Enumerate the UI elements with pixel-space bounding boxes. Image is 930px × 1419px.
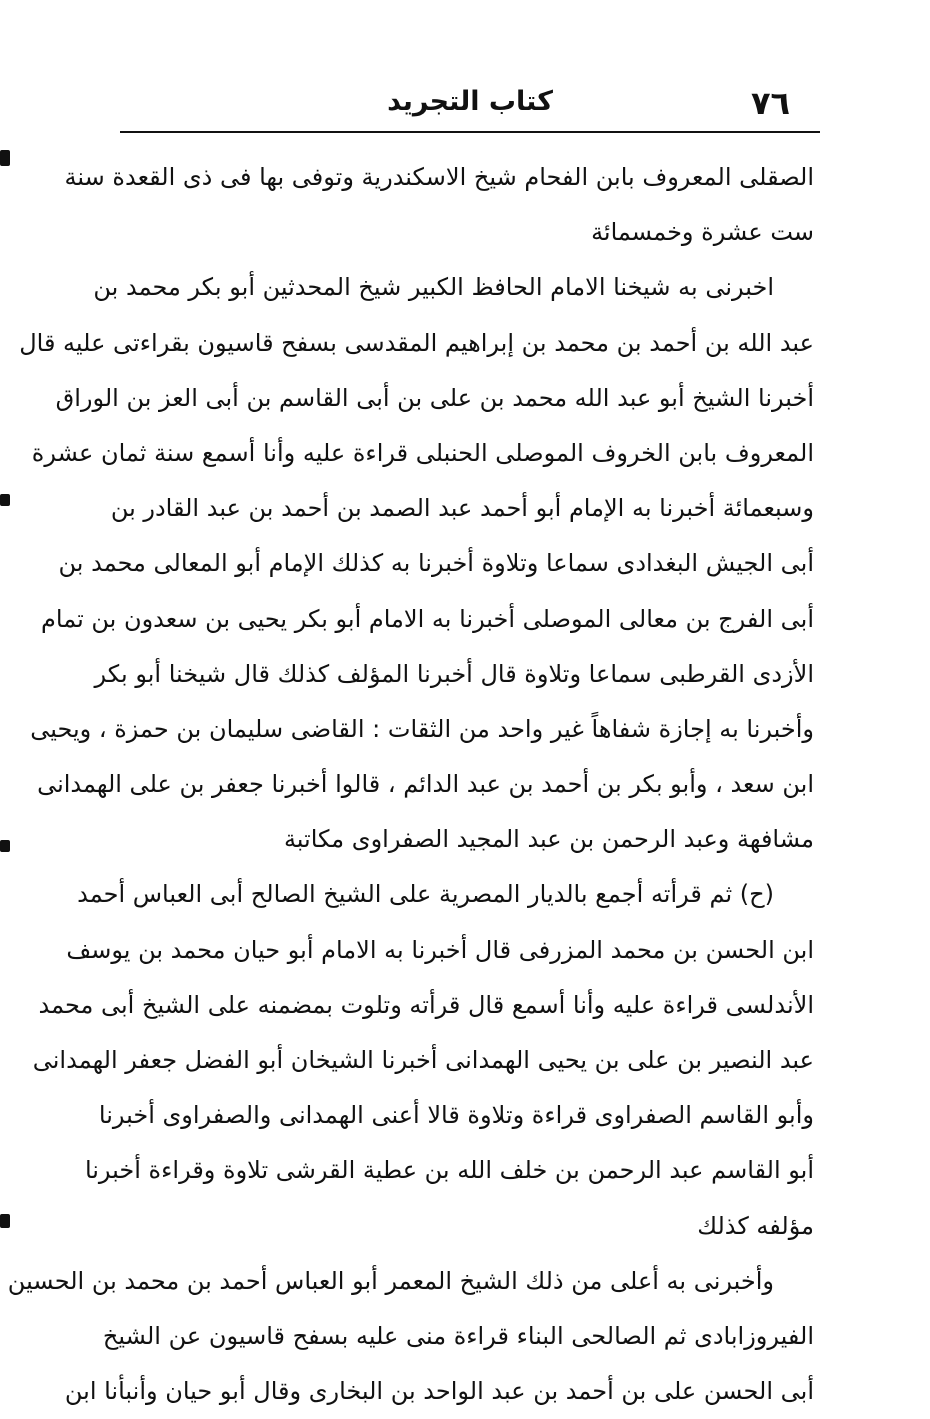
text-line: أبى الحسن على بن أحمد بن عبد الواحد بن البخارى وقال أبو حيان وأنبأنا ابن bbox=[64, 1377, 814, 1406]
text-line: ابن سعد ، وأبو بكر بن أحمد بن عبد الدائم ، قالوا أخبرنا جعفر بن على الهمدانى bbox=[37, 770, 814, 799]
text-line: أخبرنا الشيخ أبو عبد الله محمد بن على بن أبى القاسم بن أبى العز بن الوراق bbox=[55, 383, 814, 412]
margin-mark bbox=[0, 840, 10, 852]
text-line: الصقلى المعروف بابن الفحام شيخ الاسكندرية وتوفى بها فى ذى القعدة سنة bbox=[64, 163, 814, 191]
margin-mark bbox=[0, 150, 10, 166]
text-line: أبى الجيش البغدادى سماعا وتلاوة أخبرنا به كذلك الإمام أبو المعالى محمد بن bbox=[58, 549, 814, 578]
page-number: ٧٦ bbox=[750, 84, 790, 122]
text-line: ست عشرة وخمسمائة bbox=[591, 218, 814, 247]
text-line: مشافهة وعبد الرحمن بن عبد المجيد الصفراوى مكاتبة bbox=[283, 825, 814, 854]
text-line: وسبعمائة أخبرنا به الإمام أبو أحمد عبد الصمد بن أحمد بن عبد القادر بن bbox=[110, 494, 814, 523]
text-line: مؤلفه كذلك bbox=[697, 1211, 814, 1240]
text-line: وأخبرنى به أعلى من ذلك الشيخ المعمر أبو العباس أحمد بن محمد بن الحسين bbox=[7, 1266, 774, 1295]
text-line: ابن الحسن بن محمد المزرفى قال أخبرنا به الامام أبو حيان محمد بن يوسف bbox=[66, 935, 814, 964]
text-line: المعروف بابن الخروف الموصلى الحنبلى قراءة عليه وأنا أسمع سنة ثمان عشرة bbox=[31, 438, 814, 467]
text-line: الأزدى القرطبى سماعا وتلاوة قال أخبرنا المؤلف كذلك قال شيخنا أبو بكر bbox=[94, 659, 814, 688]
text-line: الأندلسى قراءة عليه وأنا أسمع قال قرأته وتلوت بمضمنه على الشيخ أبى محمد bbox=[38, 990, 814, 1019]
text-line: أبو القاسم عبد الرحمن بن خلف الله بن عطية القرشى تلاوة وقراءة أخبرنا bbox=[84, 1156, 814, 1185]
margin-mark bbox=[0, 1214, 10, 1228]
running-title: كتاب التجريد bbox=[387, 86, 553, 117]
page-header bbox=[120, 80, 820, 130]
header-rule bbox=[120, 131, 820, 133]
text-line: عبد الله بن أحمد بن محمد بن إبراهيم المقدسى بسفح قاسيون بقراءتى عليه قال bbox=[19, 328, 814, 357]
text-line: الفيروزابادى ثم الصالحى البناء قراءة منى عليه بسفح قاسيون عن الشيخ bbox=[102, 1321, 814, 1350]
text-line: عبد النصير بن على بن يحيى الهمدانى أخبرنا الشيخان أبو الفضل جعفر الهمدانى bbox=[32, 1046, 814, 1074]
text-line: وأبو القاسم الصفراوى قراءة وتلاوة قالا أعنى الهمدانى والصفراوى أخبرنا bbox=[98, 1101, 814, 1130]
text-line: أبى الفرج بن معالى الموصلى أخبرنا به الامام أبو بكر يحيى بن سعدون بن تمام bbox=[41, 604, 814, 633]
body-text bbox=[7, 150, 814, 1419]
margin-mark bbox=[0, 494, 10, 506]
text-line: اخبرنى به شيخنا الامام الحافظ الكبير شيخ المحدثين أبو بكر محمد بن bbox=[93, 273, 774, 302]
text-line: وأخبرنا به إجازة شفاهاً غير واحد من الثقات : القاضى سليمان بن حمزة ، ويحيى bbox=[30, 714, 814, 743]
text-line: (ح) ثم قرأته أجمع بالديار المصرية على الشيخ الصالح أبى العباس أحمد bbox=[77, 880, 774, 909]
